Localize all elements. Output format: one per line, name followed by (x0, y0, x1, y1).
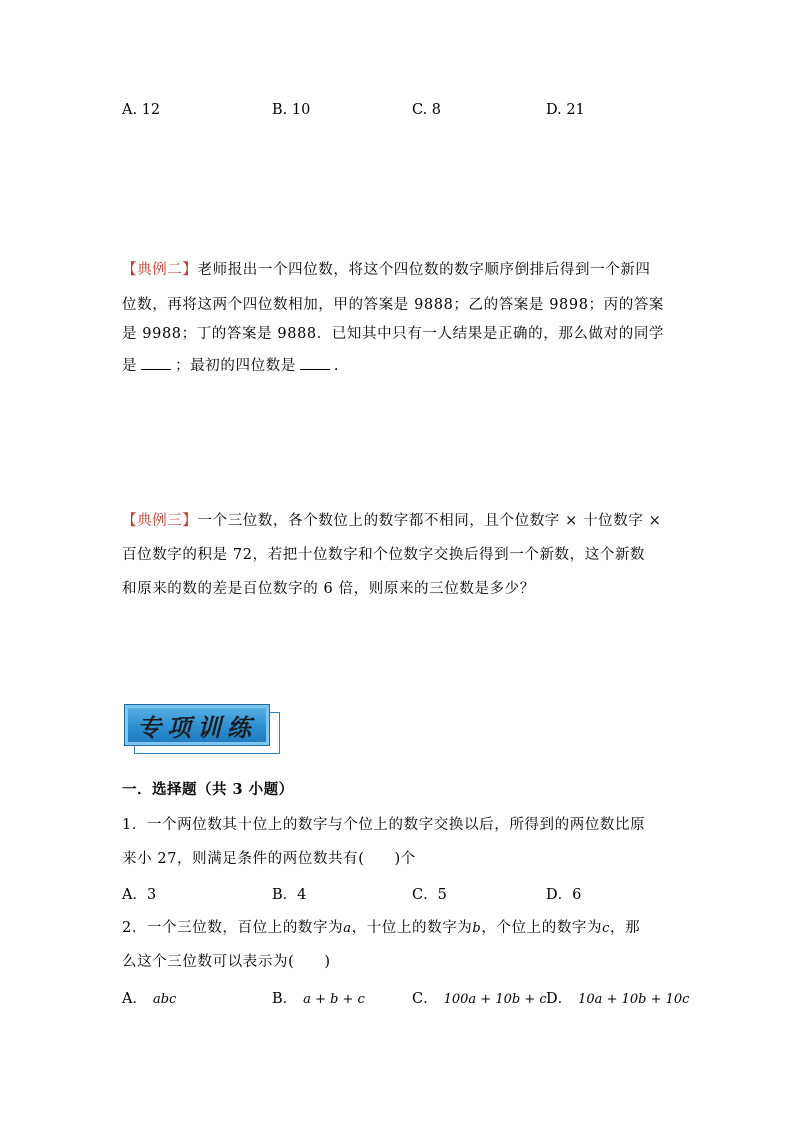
var-c: c (602, 921, 611, 936)
var-a: a (343, 921, 352, 936)
banner-title: 专项训练 (137, 713, 257, 742)
section-heading: 一．选择题（共 3 小题） (122, 781, 294, 798)
example2-line1: 【典例二】老师报出一个四位数，将这个四位数的数字顺序倒排后得到一个新四 (122, 262, 651, 278)
q2-option-c: C． 100a + 10b + c (412, 991, 547, 1007)
example2-line2: 位数，再将这两个四位数相加，甲的答案是 9888；乙的答案是 9898；丙的答案 (122, 297, 665, 313)
section-banner (124, 704, 278, 752)
q1-line2: 来小 27，则满足条件的两位数共有( )个 (122, 851, 416, 867)
example2-line3: 是 9988；丁的答案是 9888．已知其中只有一人结果是正确的，那么做对的同学 (122, 326, 665, 342)
example3-tag: 【典例三】 (122, 513, 198, 529)
example2-tag: 【典例二】 (122, 262, 198, 278)
example3-line1: 【典例三】一个三位数，各个数位上的数字都不相同，且个位数字 × 十位数字 × (122, 513, 662, 529)
q2-option-d: D． 10a + 10b + 10c (546, 991, 690, 1007)
banner-face (124, 704, 270, 746)
example2-line4: 是 ；最初的四位数是 . (122, 358, 340, 374)
answer-blank-2[interactable] (300, 357, 330, 370)
q1-option-d: D．6 (546, 887, 582, 903)
q1-option-b: B．4 (272, 887, 307, 903)
answer-blank-1[interactable] (141, 357, 171, 370)
option-d: D. 21 (546, 102, 585, 118)
option-a: A. 12 (122, 102, 161, 118)
q2-line2: 么这个三位数可以表示为( ) (122, 954, 331, 970)
option-b: B. 10 (272, 102, 311, 118)
q1-option-c: C．5 (412, 887, 447, 903)
var-b: b (472, 921, 482, 936)
option-c: C. 8 (412, 102, 442, 118)
q1-option-a: A．3 (122, 887, 157, 903)
q1-line1: 1．一个两位数其十位上的数字与个位上的数字交换以后，所得到的两位数比原 (122, 817, 646, 833)
q2-option-b: B． a + b + c (272, 991, 365, 1007)
example3-line2: 百位数字的积是 72，若把十位数字和个位数字交换后得到一个新数，这个新数 (122, 547, 646, 563)
q2-option-a: A． abc (122, 991, 177, 1007)
example3-line3: 和原来的数的差是百位数字的 6 倍，则原来的三位数是多少？ (122, 581, 535, 597)
q2-line1: 2．一个三位数，百位上的数字为a，十位上的数字为b，个位上的数字为c，那 (122, 920, 641, 936)
